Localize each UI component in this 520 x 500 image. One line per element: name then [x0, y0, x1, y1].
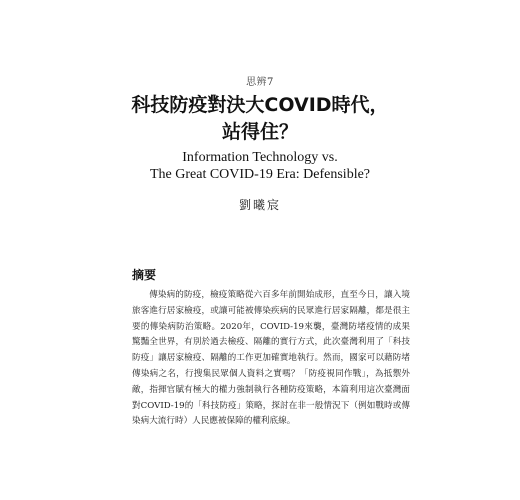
english-title-line-2: The Great COVID-19 Era: Defensible?	[149, 167, 371, 182]
abstract-heading: 摘要	[132, 268, 157, 282]
english-title	[0, 149, 520, 183]
chinese-title-line-2: 站得住？	[221, 121, 298, 143]
abstract-body	[132, 288, 410, 430]
english-title-line-1: Information Technology vs.	[182, 150, 338, 165]
chapter-label: 思辨7	[246, 77, 274, 88]
chinese-title-line-1: 科技防疫對決大COVID時代，	[131, 94, 389, 116]
abstract-paragraph: 傳染病的防疫，檢疫策略從六百多年前開始成形，直至今日，讓入境旅客進行居家檢疫，或讓可能被傳染疾病的民眾進行居家隔離，都是很主要的傳染病防治策略。2020年，COVID-19來襲，臺灣防堵疫情的成果驚豔全世界，有別於過去檢疫、隔離的實行方式，此次臺灣利用了「科技防疫」讓居家檢疫、隔離的工作更加確實地執行。然而，國家可以藉防堵傳染病之名，行搜集民眾個人資料之實嗎？「防疫視同作戰」，為抵禦外敵，指揮官賦有極大的權力強制執行各種防疫策略，本篇利用這次臺灣面對COVID-19的「科技防疫」策略，探討在非一般情況下（例如戰時或傳染病大流行時）人民應被保障的權利底線。	[132, 290, 410, 427]
chinese-title	[0, 92, 520, 146]
author-name: 劉曦宸	[238, 198, 281, 212]
